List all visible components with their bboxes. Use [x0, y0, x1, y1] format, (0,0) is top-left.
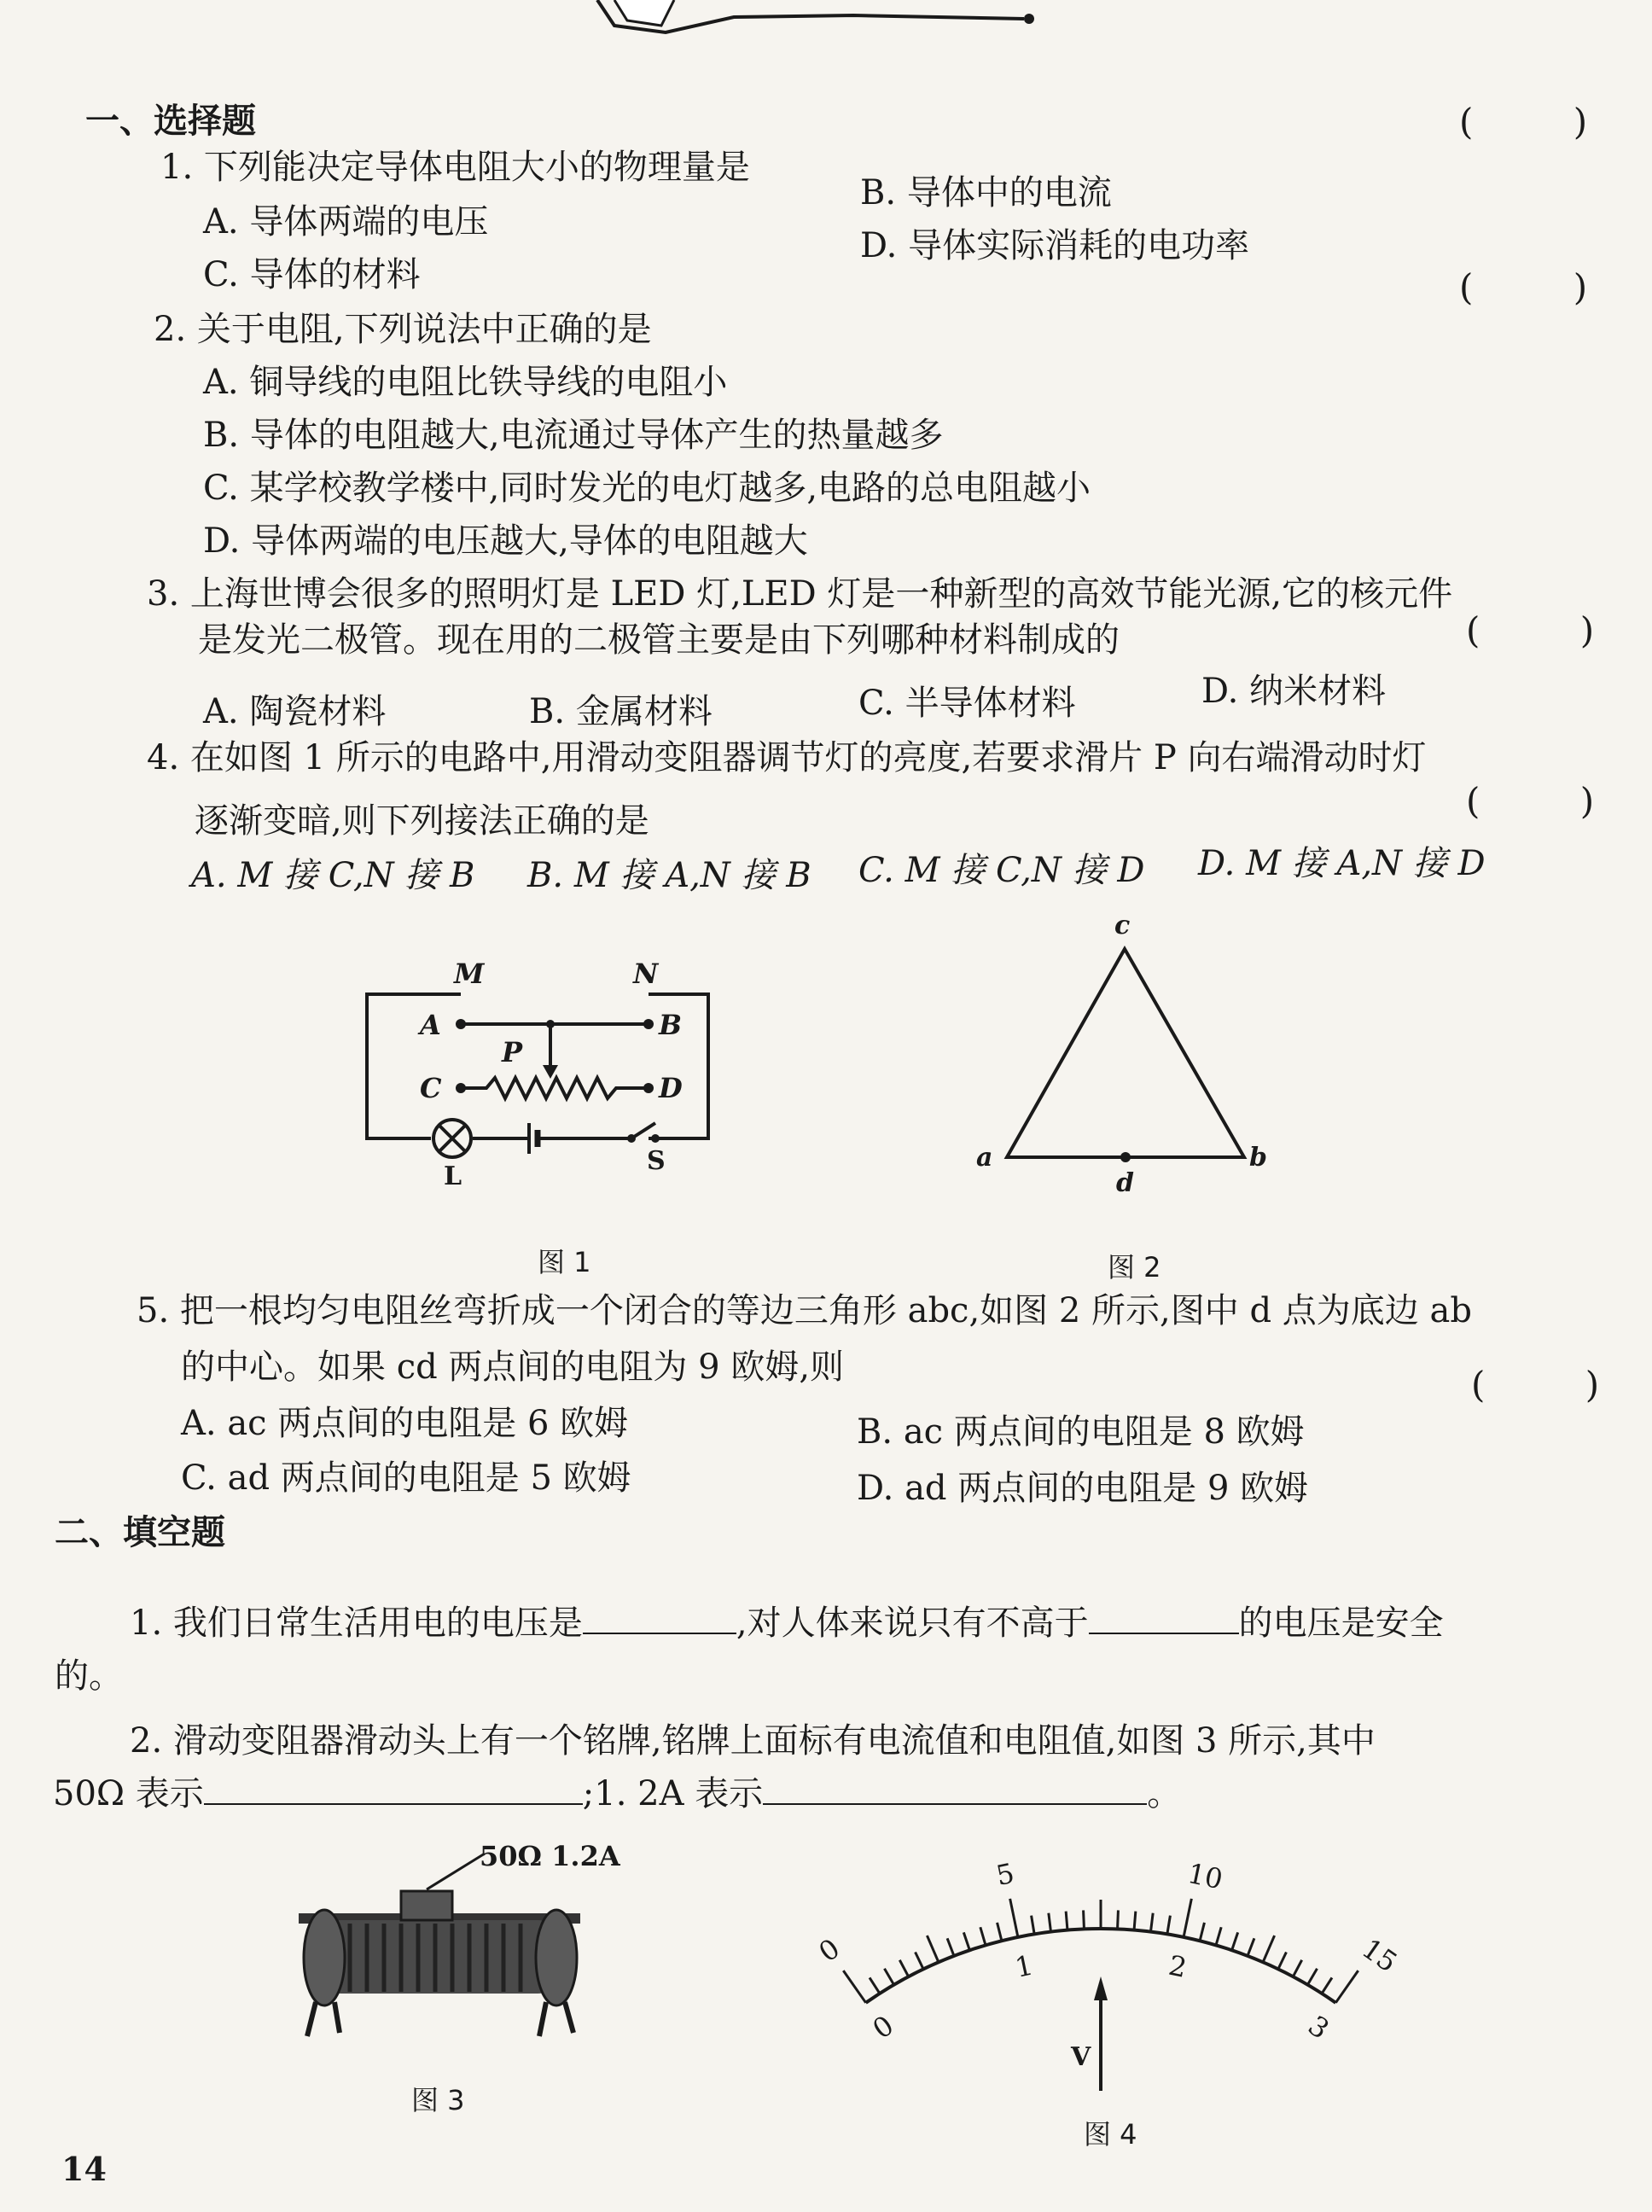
fig4-scale-tick — [1216, 1927, 1221, 1945]
q4-stem-line2: 逐渐变暗,则下列接法正确的是 — [195, 801, 649, 841]
q2-option-d: D. 导体两端的电压越大,导体的电阻越大 — [203, 521, 808, 561]
fig4-scale-tick — [1307, 1969, 1317, 1985]
figure4-caption: 图 4 — [1084, 2118, 1137, 2151]
figure3-rheostat — [290, 1835, 620, 2057]
fig4-scale-tick — [927, 1936, 938, 1962]
fig1-label-m: M — [454, 958, 485, 990]
figure1-circuit — [358, 956, 734, 1191]
fig1-label-p: P — [502, 1036, 523, 1068]
fig4-unit-label: V — [1071, 2042, 1091, 2072]
q2-option-a: A. 铜导线的电阻比铁导线的电阻小 — [203, 363, 728, 402]
fig4-outer-label-15: 15 — [1356, 1932, 1404, 1979]
fig2-label-c: c — [1114, 911, 1131, 940]
fig4-scale-tick — [1010, 1899, 1018, 1937]
q1-answer-paren: ( ) — [1459, 101, 1632, 143]
q4-option-b: B. M 接 A,N 接 B — [527, 856, 811, 895]
fig4-scale-tick — [870, 1977, 880, 1994]
fig4-scale-tick — [884, 1969, 893, 1985]
figure1-caption: 图 1 — [538, 1246, 591, 1278]
q3-option-a: A. 陶瓷材料 — [203, 692, 387, 731]
fill-q2-line1: 2. 滑动变阻器滑动头上有一个铭牌,铭牌上面标有电流值和电阻值,如图 3 所示,其中 — [130, 1721, 1376, 1761]
q5-stem-line1: 5. 把一根均匀电阻丝弯折成一个闭合的等边三角形 abc,如图 2 所示,图中 d 点为底边 ab — [137, 1291, 1472, 1330]
figure2-caption: 图 2 — [1108, 1251, 1161, 1284]
q4-stem-line1: 4. 在如图 1 所示的电路中,用滑动变阻器调节灯的亮度,若要求滑片 P 向右端滑动时灯 — [147, 738, 1427, 777]
fig4-scale-tick — [916, 1953, 924, 1970]
q5-answer-paren: ( ) — [1471, 1364, 1644, 1406]
q4-answer-paren: ( ) — [1466, 780, 1639, 822]
fig4-scale-tick — [1335, 1970, 1358, 2003]
q4-option-a: A. M 接 C,N 接 B — [191, 856, 475, 895]
fill-q1-part2: ,对人体来说只有不高于 — [736, 1604, 1089, 1643]
fill-q2-blank2[interactable] — [763, 1774, 1147, 1805]
fig1-label-d: D — [659, 1072, 683, 1104]
q3-option-c: C. 半导体材料 — [858, 684, 1076, 723]
q2-option-b: B. 导体的电阻越大,电流通过导体产生的热量越多 — [203, 416, 944, 455]
fig1-label-s: S — [647, 1146, 666, 1176]
fig4-scale-tick — [1084, 1910, 1085, 1929]
fig3-right-end — [536, 1910, 577, 2005]
q1-option-c: C. 导体的材料 — [203, 255, 421, 294]
q3-answer-paren: ( ) — [1466, 609, 1639, 651]
fig3-left-end — [304, 1910, 345, 2005]
q5-option-c: C. ad 两点间的电阻是 5 欧姆 — [181, 1458, 631, 1498]
fill-q1-part1: 1. 我们日常生活用电的电压是 — [130, 1604, 583, 1643]
fig4-scale-tick — [899, 1960, 908, 1976]
fill-q1-part3: 的电压是安全 — [1238, 1604, 1444, 1643]
fig4-inner-label-1: 1 — [1012, 1948, 1037, 1984]
q4-option-d: D. M 接 A,N 接 D — [1198, 844, 1486, 883]
fig4-scale-tick — [963, 1932, 969, 1950]
q3-option-d: D. 纳米材料 — [1201, 672, 1387, 711]
fig3-coil-body — [316, 1920, 563, 1994]
fill-q2-part1: 50Ω 表示 — [53, 1774, 204, 1813]
fig4-inner-label-2: 2 — [1166, 1948, 1190, 1984]
fig3-slider — [401, 1891, 452, 1920]
fig1-label-n: N — [633, 958, 659, 990]
fig4-scale-tick — [998, 1923, 1002, 1941]
header-banner — [0, 0, 1652, 51]
q3-stem-line2: 是发光二极管。现在用的二极管主要是由下列哪种材料制成的 — [198, 620, 1120, 660]
fill-q1-blank2[interactable] — [1089, 1604, 1239, 1634]
fig4-scale-tick — [1134, 1912, 1136, 1930]
figure4-voltmeter-scale — [812, 1809, 1404, 2099]
fig2-label-d: d — [1116, 1168, 1134, 1198]
fig4-scale-tick — [1032, 1916, 1035, 1935]
q2-answer-paren: ( ) — [1459, 266, 1632, 308]
fig1-label-b: B — [659, 1009, 683, 1041]
q5-option-a: A. ac 两点间的电阻是 6 欧姆 — [181, 1404, 629, 1443]
fig4-scale-tick — [1322, 1977, 1332, 1994]
fig4-scale-tick — [1232, 1932, 1238, 1950]
fig4-scale-tick — [1066, 1912, 1067, 1930]
fig4-outer-label-10: 10 — [1184, 1856, 1226, 1896]
fill-q1-line1 — [130, 1603, 1444, 1644]
fig4-scale-tick — [1200, 1923, 1204, 1941]
fig4-outer-label-0: 0 — [812, 1931, 846, 1969]
fig1-label-c: C — [420, 1072, 442, 1104]
q5-option-b: B. ac 两点间的电阻是 8 欧姆 — [857, 1412, 1305, 1452]
fill-q1-line2: 的。 — [55, 1656, 123, 1696]
q1-option-b: B. 导体中的电流 — [860, 173, 1112, 212]
fig4-scale-tick — [980, 1927, 986, 1945]
fig4-scale-tick — [1184, 1899, 1191, 1937]
fig4-pointer-arrow — [1094, 1976, 1108, 2000]
fig4-scale-tick — [1248, 1938, 1254, 1956]
fig3-nameplate: 50Ω 1.2A — [480, 1840, 620, 1872]
fig4-scale-tick — [1263, 1936, 1274, 1962]
fig2-label-a: a — [976, 1143, 993, 1173]
fig4-inner-label-0: 0 — [866, 2008, 900, 2046]
q2-stem: 2. 关于电阻,下列说法中正确的是 — [154, 310, 652, 349]
fill-q2-blank1[interactable] — [204, 1774, 583, 1805]
q1-stem: 1. 下列能决定导体电阻大小的物理量是 — [160, 148, 750, 187]
q5-stem-line2: 的中心。如果 cd 两点间的电阻为 9 欧姆,则 — [181, 1348, 845, 1387]
fig2-label-b: b — [1249, 1143, 1267, 1173]
fill-q2-part2: ;1. 2A 表示 — [582, 1774, 764, 1813]
fig4-scale-tick — [1118, 1910, 1119, 1929]
fig4-outer-label-5: 5 — [993, 1856, 1017, 1893]
section-title-choice: 一、选择题 — [85, 102, 256, 141]
q3-option-b: B. 金属材料 — [529, 692, 713, 731]
fig4-scale-tick — [1049, 1913, 1051, 1932]
fig4-scale-tick — [947, 1938, 954, 1956]
fig4-scale-tick — [1150, 1913, 1153, 1932]
q3-stem-line1: 3. 上海世博会很多的照明灯是 LED 灯,LED 灯是一种新型的高效节能光源,它的核元件 — [147, 574, 1453, 614]
fig4-scale-tick — [1167, 1916, 1171, 1935]
q5-option-d: D. ad 两点间的电阻是 9 欧姆 — [857, 1469, 1309, 1508]
q4-option-c: C. M 接 C,N 接 D — [858, 851, 1145, 890]
fig4-inner-label-3: 3 — [1302, 2009, 1335, 2046]
fill-q2-part3: 。 — [1147, 1774, 1182, 1813]
q2-option-c: C. 某学校教学楼中,同时发光的电灯越多,电路的总电阻越小 — [203, 469, 1091, 508]
fig1-label-a: A — [420, 1009, 441, 1041]
fig1-label-l: L — [444, 1161, 462, 1191]
q1-option-a: A. 导体两端的电压 — [203, 202, 489, 242]
section-title-fill: 二、填空题 — [55, 1513, 225, 1552]
fill-q1-blank1[interactable] — [583, 1604, 736, 1634]
fig3-legs — [307, 2002, 573, 2036]
q1-option-d: D. 导体实际消耗的电功率 — [860, 226, 1250, 265]
fill-q2-line2 — [53, 1773, 1181, 1814]
fig4-scale-tick — [1278, 1953, 1287, 1970]
page-number: 14 — [61, 2150, 107, 2188]
fig4-scale-tick — [843, 1970, 865, 2003]
figure3-caption: 图 3 — [411, 2084, 465, 2116]
fig4-scale-tick — [1293, 1960, 1301, 1976]
figure2-triangle — [964, 911, 1306, 1198]
